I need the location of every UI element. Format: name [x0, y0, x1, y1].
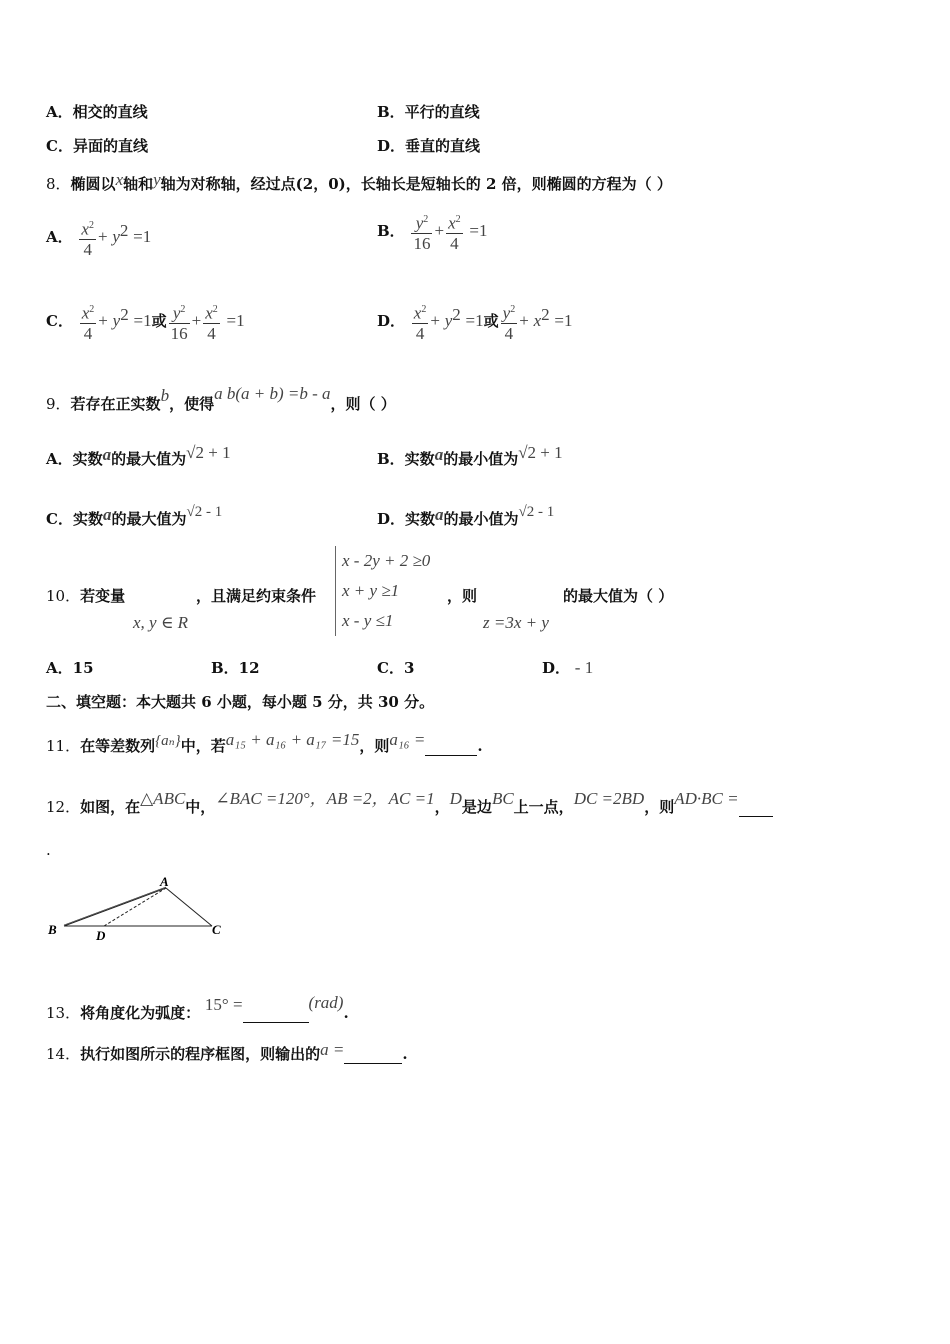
q10-option-b: B．12: [211, 659, 260, 677]
q10-constraint-system: [335, 546, 430, 636]
option-label: B．: [377, 222, 405, 240]
q10-objective: z =3x + y: [483, 613, 549, 632]
q8-text-3: 轴为对称轴，经过点(2，0)，长轴长是短轴长的 2 倍，则椭圆的方程为（ ）: [160, 175, 672, 193]
q10-option-d: D． - 1: [542, 658, 594, 677]
question-number: 12．: [46, 798, 81, 816]
answer-blank[interactable]: [739, 816, 773, 817]
segment-ba: [64, 888, 166, 926]
q7-option-c: C．异面的直线: [46, 137, 148, 155]
q14-stem: 14．执行如图所示的程序框图，则输出的a = .: [46, 1040, 408, 1063]
question-number: 8．: [46, 175, 71, 193]
q7-option-a: A．相交的直线: [46, 103, 148, 121]
fraction: $\frac{y^2}{16}$: [169, 300, 190, 345]
q9-text-2: ，使得: [169, 395, 215, 413]
q10-vars: x, y ∈ R: [133, 613, 189, 632]
constraint-1: x - 2y + 2 ≥0: [342, 551, 431, 570]
q8-option-d: D． $\frac{x^2}{4}$ + $y^2 =1$或 $\frac{y^2}{4}$ + $x^2 =1$: [377, 290, 573, 340]
q9-option-a: A．实数a的最大值为√2 + 1: [46, 443, 231, 468]
q8-text-2: 轴和: [123, 175, 154, 193]
q9-var-b: b: [160, 386, 170, 405]
triangle-figure: [44, 868, 234, 948]
q8-option-a: A． $\frac{x^2}{4}$ + $y^2 =1$: [46, 206, 151, 256]
question-number: 9．: [46, 395, 71, 413]
answer-blank[interactable]: [344, 1063, 402, 1064]
fraction: $\frac{x^2}{4}$: [446, 210, 463, 255]
q10-text-4: 的最大值为（ ）: [563, 587, 674, 605]
q10-option-a: A．15: [46, 659, 94, 677]
q8-stem: [46, 170, 672, 194]
label-d: D: [96, 928, 106, 943]
option-label: D．: [377, 312, 406, 330]
q7-option-d: D．垂直的直线: [377, 137, 481, 155]
question-number: 11．: [46, 737, 81, 755]
fraction: $\frac{y^2}{16}$: [411, 210, 432, 255]
segment-ac: [166, 888, 212, 926]
q11-stem: 11．在等差数列{aₙ}中，若a₁₅ + a₁₆ + a₁₇ =15，则a₁₆ = .: [46, 730, 483, 755]
q7-option-b: B．平行的直线: [377, 103, 480, 121]
q8-option-c: C． $\frac{x^2}{4}$ + $y^2 =1$或 $\frac{y^2}{16}$ + $\frac{x^2}{4}$ =1: [46, 290, 245, 340]
q8-option-b: B． $\frac{y^2}{16}$ + $\frac{x^2}{4}$ =1: [377, 206, 487, 256]
q9-option-b: B．实数a的最小值为√2 + 1: [377, 443, 563, 468]
section-heading: 二、填空题：本大题共 6 小题，每小题 5 分，共 30 分。: [46, 693, 435, 711]
constraint-3: x - y ≤1: [342, 611, 394, 630]
q10-text-3: ，则: [447, 587, 478, 605]
q12-stem: 12．如图，在△ABC中，∠BAC =120°，AB =2，AC =1，D是边BC上一点，DC =2BD，则AD·BC =: [46, 789, 773, 817]
q13-stem: 13．将角度化为弧度： 15° = (rad).: [46, 993, 349, 1022]
option-label: A．: [46, 228, 73, 246]
question-number: 14．: [46, 1045, 81, 1063]
q9-option-d: D．实数a的最小值为√2 - 1: [377, 504, 555, 528]
q9-option-c: C．实数a的最大值为√2 - 1: [46, 504, 223, 528]
q9-text-1: 若存在正实数: [70, 395, 161, 413]
label-a: A: [160, 874, 169, 889]
label-c: C: [212, 922, 221, 937]
fraction: $\frac{x^2}{4}$: [203, 300, 220, 345]
q8-text-1: 椭圆以: [70, 175, 116, 193]
question-number: 13．: [46, 1004, 81, 1022]
fraction: $\frac{x^2}{4}$: [79, 216, 96, 261]
q10-text-2: ，且满足约束条件: [196, 587, 317, 605]
fraction: $\frac{y^2}{4}$: [501, 300, 518, 345]
q8-var-y: y: [153, 170, 161, 189]
label-b: B: [48, 922, 57, 937]
constraint-2: x + y ≥1: [342, 581, 400, 600]
fraction: $\frac{x^2}{4}$: [80, 300, 97, 345]
segment-ad: [104, 888, 166, 926]
q9-text-3: ，则（ ）: [330, 395, 396, 413]
fraction: $\frac{x^2}{4}$: [412, 300, 429, 345]
answer-blank[interactable]: [243, 1022, 309, 1023]
q10-text-1: 若变量: [80, 587, 126, 605]
q8-var-x: x: [115, 170, 124, 189]
question-number: 10．: [46, 587, 81, 605]
q10-option-c: C．3: [377, 659, 415, 677]
answer-blank[interactable]: [425, 755, 477, 756]
q9-stem: [46, 384, 396, 414]
q10-stem-a: [46, 586, 125, 606]
q9-expression: a b(a + b) =b - a: [214, 384, 331, 403]
option-label: C．: [46, 312, 73, 330]
q12-end: .: [46, 841, 51, 859]
